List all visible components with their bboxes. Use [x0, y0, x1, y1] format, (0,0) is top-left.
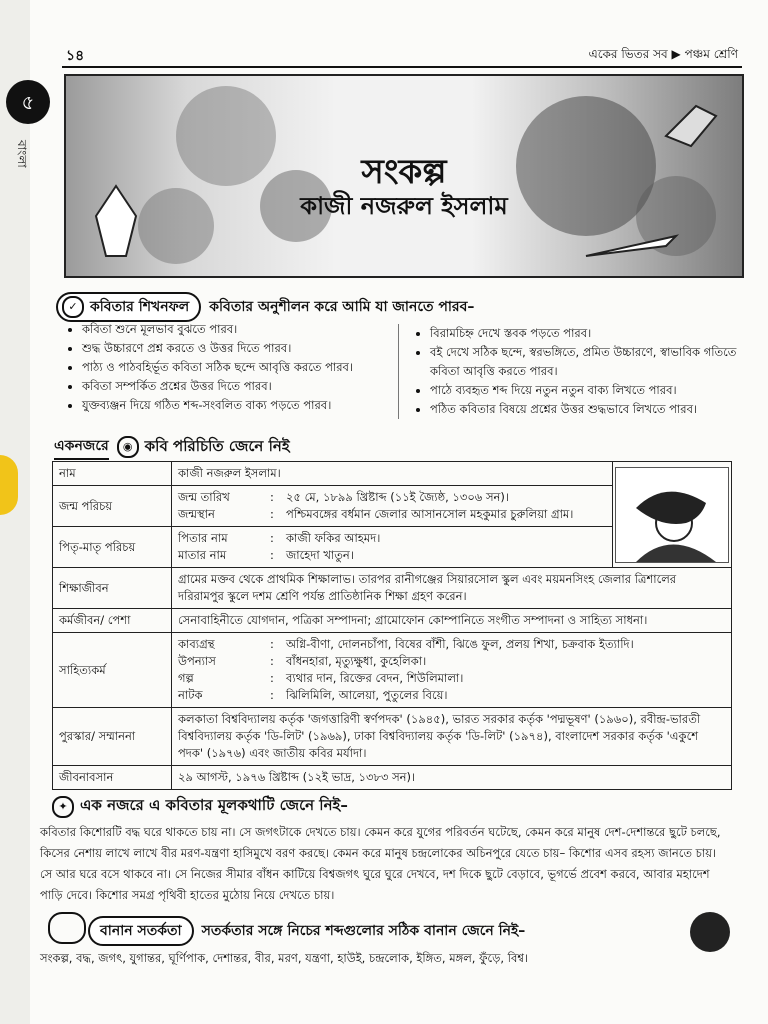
bio-subvalue: ব্যথার দান, রিক্তের বেদন, শিউলিমালা। — [286, 671, 464, 685]
bio-label: পুরস্কার/ সম্মাননা — [53, 708, 172, 766]
bio-label: সাহিত্যকর্ম — [53, 633, 172, 708]
list-item: • পঠিত কবিতার বিষয়ে প্রশ্নের উত্তর শুদ্ধভাবে লিখতে পারব। — [430, 400, 746, 419]
table-row — [53, 609, 732, 633]
bio-sublabel: গল্প — [178, 671, 194, 685]
bio-sublabel: কাব্যগ্রন্থ — [178, 637, 215, 651]
book-icon: ✓ — [62, 296, 84, 318]
bio-sublabel: নাটক — [178, 688, 203, 702]
poem-title: সংকল্প — [361, 152, 447, 192]
learning-outcomes-label: কবিতার শিখনফল — [90, 299, 190, 315]
bio-value: কাজী নজরুল ইসলাম। — [172, 462, 613, 486]
bio-label: জন্ম পরিচয় — [53, 486, 172, 527]
bio-value: গ্রামের মক্তব থেকে প্রাথমিক শিক্ষালাভ। তারপর রানীগঞ্জের সিয়ারসোল স্কুল এবং ময়মনসিংহ জেলার ত্রিশালের দরিরামপুর স্কুলে দশম শ্রেণি পর্যন্ত প্রাতিষ্ঠানিক শিক্ষা গ্রহণ করেন। — [172, 568, 732, 609]
bio-value: সেনাবাহিনীতে যোগদান, পত্রিকা সম্পাদনা; গ্রামোফোন কোম্পানিতে সংগীত সম্পাদনা ও সাহিত্য সাধনা। — [172, 609, 732, 633]
poet-intro-heading: কবি পরিচিতি জেনে নিই — [144, 436, 290, 455]
spelling-heading: সতর্কতার সঙ্গে নিচের শব্দগুলোর সঠিক বানান জেনে নিই– — [201, 923, 526, 939]
bio-subvalue: ২৫ মে, ১৮৯৯ খ্রিষ্টাব্দ (১১ই জ্যৈষ্ঠ, ১৩০৬ সন)। — [286, 490, 510, 504]
list-item: • পাঠ্য ও পাঠবহির্ভূত কবিতা সঠিক ছন্দে আবৃত্তি করতে পারব। — [82, 358, 402, 377]
list-item: • পাঠে ব্যবহৃত শব্দ দিয়ে নতুন নতুন বাক্য লিখতে পারব। — [430, 381, 746, 400]
bio-subvalue: জাহেদা খাতুন। — [286, 548, 354, 562]
outcomes-right-list — [414, 324, 746, 419]
summary-heading: এক নজরে এ কবিতার মূলকথাটি জেনে নিই– — [80, 796, 348, 814]
brain-bulb-icon — [690, 912, 730, 952]
portrait-sketch-icon — [616, 468, 728, 562]
spelling-header — [88, 916, 525, 946]
bio-sublabel: পিতার নাম — [178, 531, 228, 545]
poet-bio-table — [52, 461, 732, 790]
bio-value: পিতার নাম : কাজী ফকির আহমদ। মাতার নাম : জাহেদা খাতুন। — [172, 527, 613, 568]
list-item: • বিরামচিহ্ন দেখে স্তবক পড়তে পারব। — [430, 324, 746, 343]
bio-value: ২৯ আগস্ট, ১৯৭৬ খ্রিষ্টাব্দ (১২ই ভাদ্র, ১৩৮৩ সন)। — [172, 766, 732, 790]
bio-subvalue: বাঁধনহারা, মৃত্যুক্ষুধা, কুহেলিকা। — [286, 654, 427, 668]
series-header — [589, 46, 738, 66]
bio-sublabel: উপন্যাস — [178, 654, 216, 668]
learning-outcomes-header — [56, 292, 474, 322]
bio-label: কর্মজীবন/ পেশা — [53, 609, 172, 633]
bio-subvalue: পশ্চিমবঙ্গের বর্ধমান জেলার আসানসোল মহকুমার চুরুলিয়া গ্রাম। — [286, 507, 574, 521]
bio-value: কাব্যগ্রন্থ : অগ্নি-বীণা, দোলনচাঁপা, বিষের বাঁশী, ঝিঙে ফুল, প্রলয় শিখা, চক্রবাক ইত্যাদি। উপন্যাস : বাঁধনহারা, মৃত্যুক্ষুধা, কুহেলিকা। গল্প : ব্যথার দান, রিক্তের বেদন, শিউলিমালা। নাটক : ঝিলিমিলি, আলেয়া, পুতুলের বিয়ে। — [172, 633, 732, 708]
bio-subvalue: কাজী ফকির আহমদ। — [286, 531, 381, 545]
bio-label: নাম — [53, 462, 172, 486]
table-row — [53, 708, 732, 766]
table-row — [53, 462, 732, 486]
eye-icon: ◉ — [117, 436, 139, 458]
magic-wand-icon: ✦ — [52, 796, 74, 818]
spelling-words: সংকল্প, বদ্ধ, জগৎ, যুগান্তর, ঘূর্ণিপাক, দেশান্তর, বীর, মরণ, যন্ত্রণা, হাউই, চন্দ্রলোক, ইঙ্গিত, মঙ্গল, ফুঁড়ে, বিশ্ব। — [40, 951, 529, 965]
bio-subvalue: অগ্নি-বীণা, দোলনচাঁপা, বিষের বাঁশী, ঝিঙে ফুল, প্রলয় শিখা, চক্রবাক ইত্যাদি। — [286, 637, 634, 651]
bio-sublabel: জন্মস্থান — [178, 507, 215, 521]
learning-outcomes-intro: কবিতার অনুশীলন করে আমি যা জানতে পারব– — [209, 299, 475, 315]
list-item: • বই দেখে সঠিক ছন্দে, স্বরভঙ্গিতে, প্রমিত উচ্চারণে, স্বাভাবিক গতিতে কবিতা আবৃত্তি করতে পারব। — [430, 343, 746, 381]
list-item: • কবিতা সম্পর্কিত প্রশ্নের উত্তর দিতে পারব। — [82, 377, 402, 396]
bio-subvalue: ঝিলিমিলি, আলেয়া, পুতুলের বিয়ে। — [286, 688, 448, 702]
yellow-marker — [0, 455, 18, 515]
poet-intro-pill: একনজরে — [54, 434, 109, 460]
header-divider — [62, 66, 742, 68]
curl-icon — [48, 912, 86, 944]
learning-outcomes-pill — [56, 292, 201, 322]
side-label: বাংলা — [15, 140, 29, 168]
outcomes-left-list — [66, 320, 402, 415]
bio-label: শিক্ষাজীবন — [53, 568, 172, 609]
summary-header — [52, 794, 348, 819]
list-item: • যুক্তব্যঞ্জন দিয়ে গঠিত শব্দ-সংবলিত বাক্য পড়তে পারব। — [82, 396, 402, 415]
poet-intro-header — [54, 434, 290, 460]
page-number: ১৪ — [66, 48, 85, 64]
poet-portrait — [615, 467, 729, 563]
outcomes-divider — [398, 324, 399, 419]
chapter-tab-icon: ৫ — [6, 80, 50, 124]
table-row — [53, 568, 732, 609]
table-row — [53, 633, 732, 708]
table-row — [53, 766, 732, 790]
bio-label: জীবনাবসান — [53, 766, 172, 790]
bio-value: জন্ম তারিখ : ২৫ মে, ১৮৯৯ খ্রিষ্টাব্দ (১১ই জ্যৈষ্ঠ, ১৩০৬ সন)। জন্মস্থান : পশ্চিমবঙ্গের বর্ধমান জেলার আসানসোল মহকুমার চুরুলিয়া গ্রাম। — [172, 486, 613, 527]
bio-value: কলকাতা বিশ্ববিদ্যালয় কর্তৃক 'জগত্তারিণী স্বর্ণপদক' (১৯৪৫), ভারত সরকার কর্তৃক 'পদ্মভূষণ' (১৯৬০), রবীন্দ্র-ভারতী বিশ্ববিদ্যালয় কর্তৃক 'ডি-লিট' (১৯৬৯), ঢাকা বিশ্ববিদ্যালয় কর্তৃক 'ডি-লিট' (১৯৭৪), বাংলাদেশ সরকার কর্তৃক 'একুশে পদক' (১৯৭৬) এবং জাতীয় কবির মর্যাদা। — [172, 708, 732, 766]
portrait-cell — [613, 462, 732, 568]
bio-sublabel: মাতার নাম — [178, 548, 227, 562]
series-text: একের ভিতর সব ▶ পঞ্চম শ্রেণি — [588, 47, 738, 61]
poet-name: কাজী নজরুল ইসলাম — [300, 192, 508, 220]
list-item: • কবিতা শুনে মূলভাব বুঝতে পারব। — [82, 320, 402, 339]
bio-sublabel: জন্ম তারিখ — [178, 490, 230, 504]
bio-label: পিতৃ-মাতৃ পরিচয় — [53, 527, 172, 568]
list-item: • শুদ্ধ উচ্চারণে প্রশ্ন করতে ও উত্তর দিতে পারব। — [82, 339, 402, 358]
summary-text: কবিতার কিশোরটি বদ্ধ ঘরে থাকতে চায় না। সে জগৎটাকে দেখতে চায়। কেমন করে যুগের পরিবর্তন ঘটেছে, কেমন করে মানুষ দেশ-দেশান্তরে ছুটে চলছে, কিসের নেশায় লাখে লাখে বীর মরণ-যন্ত্রণা হাসিমুখে বরণ করছে। কেমন করে মানুষ চন্দ্রলোকের অচিনপুরে যেতে চায়– কিশোর এসব রহস্য জানতে চায়। সে আর ঘরে বসে থাকবে না। সে নিজের সীমার বাঁধন কাটিয়ে বিশ্বজগৎ ঘুরে ঘুরে দেখবে, দশ দিকে ছুটে বেড়াবে, ভূগর্ভে প্রবেশ করবে, আবার মহাদেশ পাড়ি দেবে। কিশোর সমগ্র পৃথিবী হাতের মুঠোয় নিয়ে দেখতে চায়। — [40, 825, 721, 902]
spelling-pill: বানান সতর্কতা — [88, 916, 194, 946]
poem-banner — [64, 74, 744, 278]
